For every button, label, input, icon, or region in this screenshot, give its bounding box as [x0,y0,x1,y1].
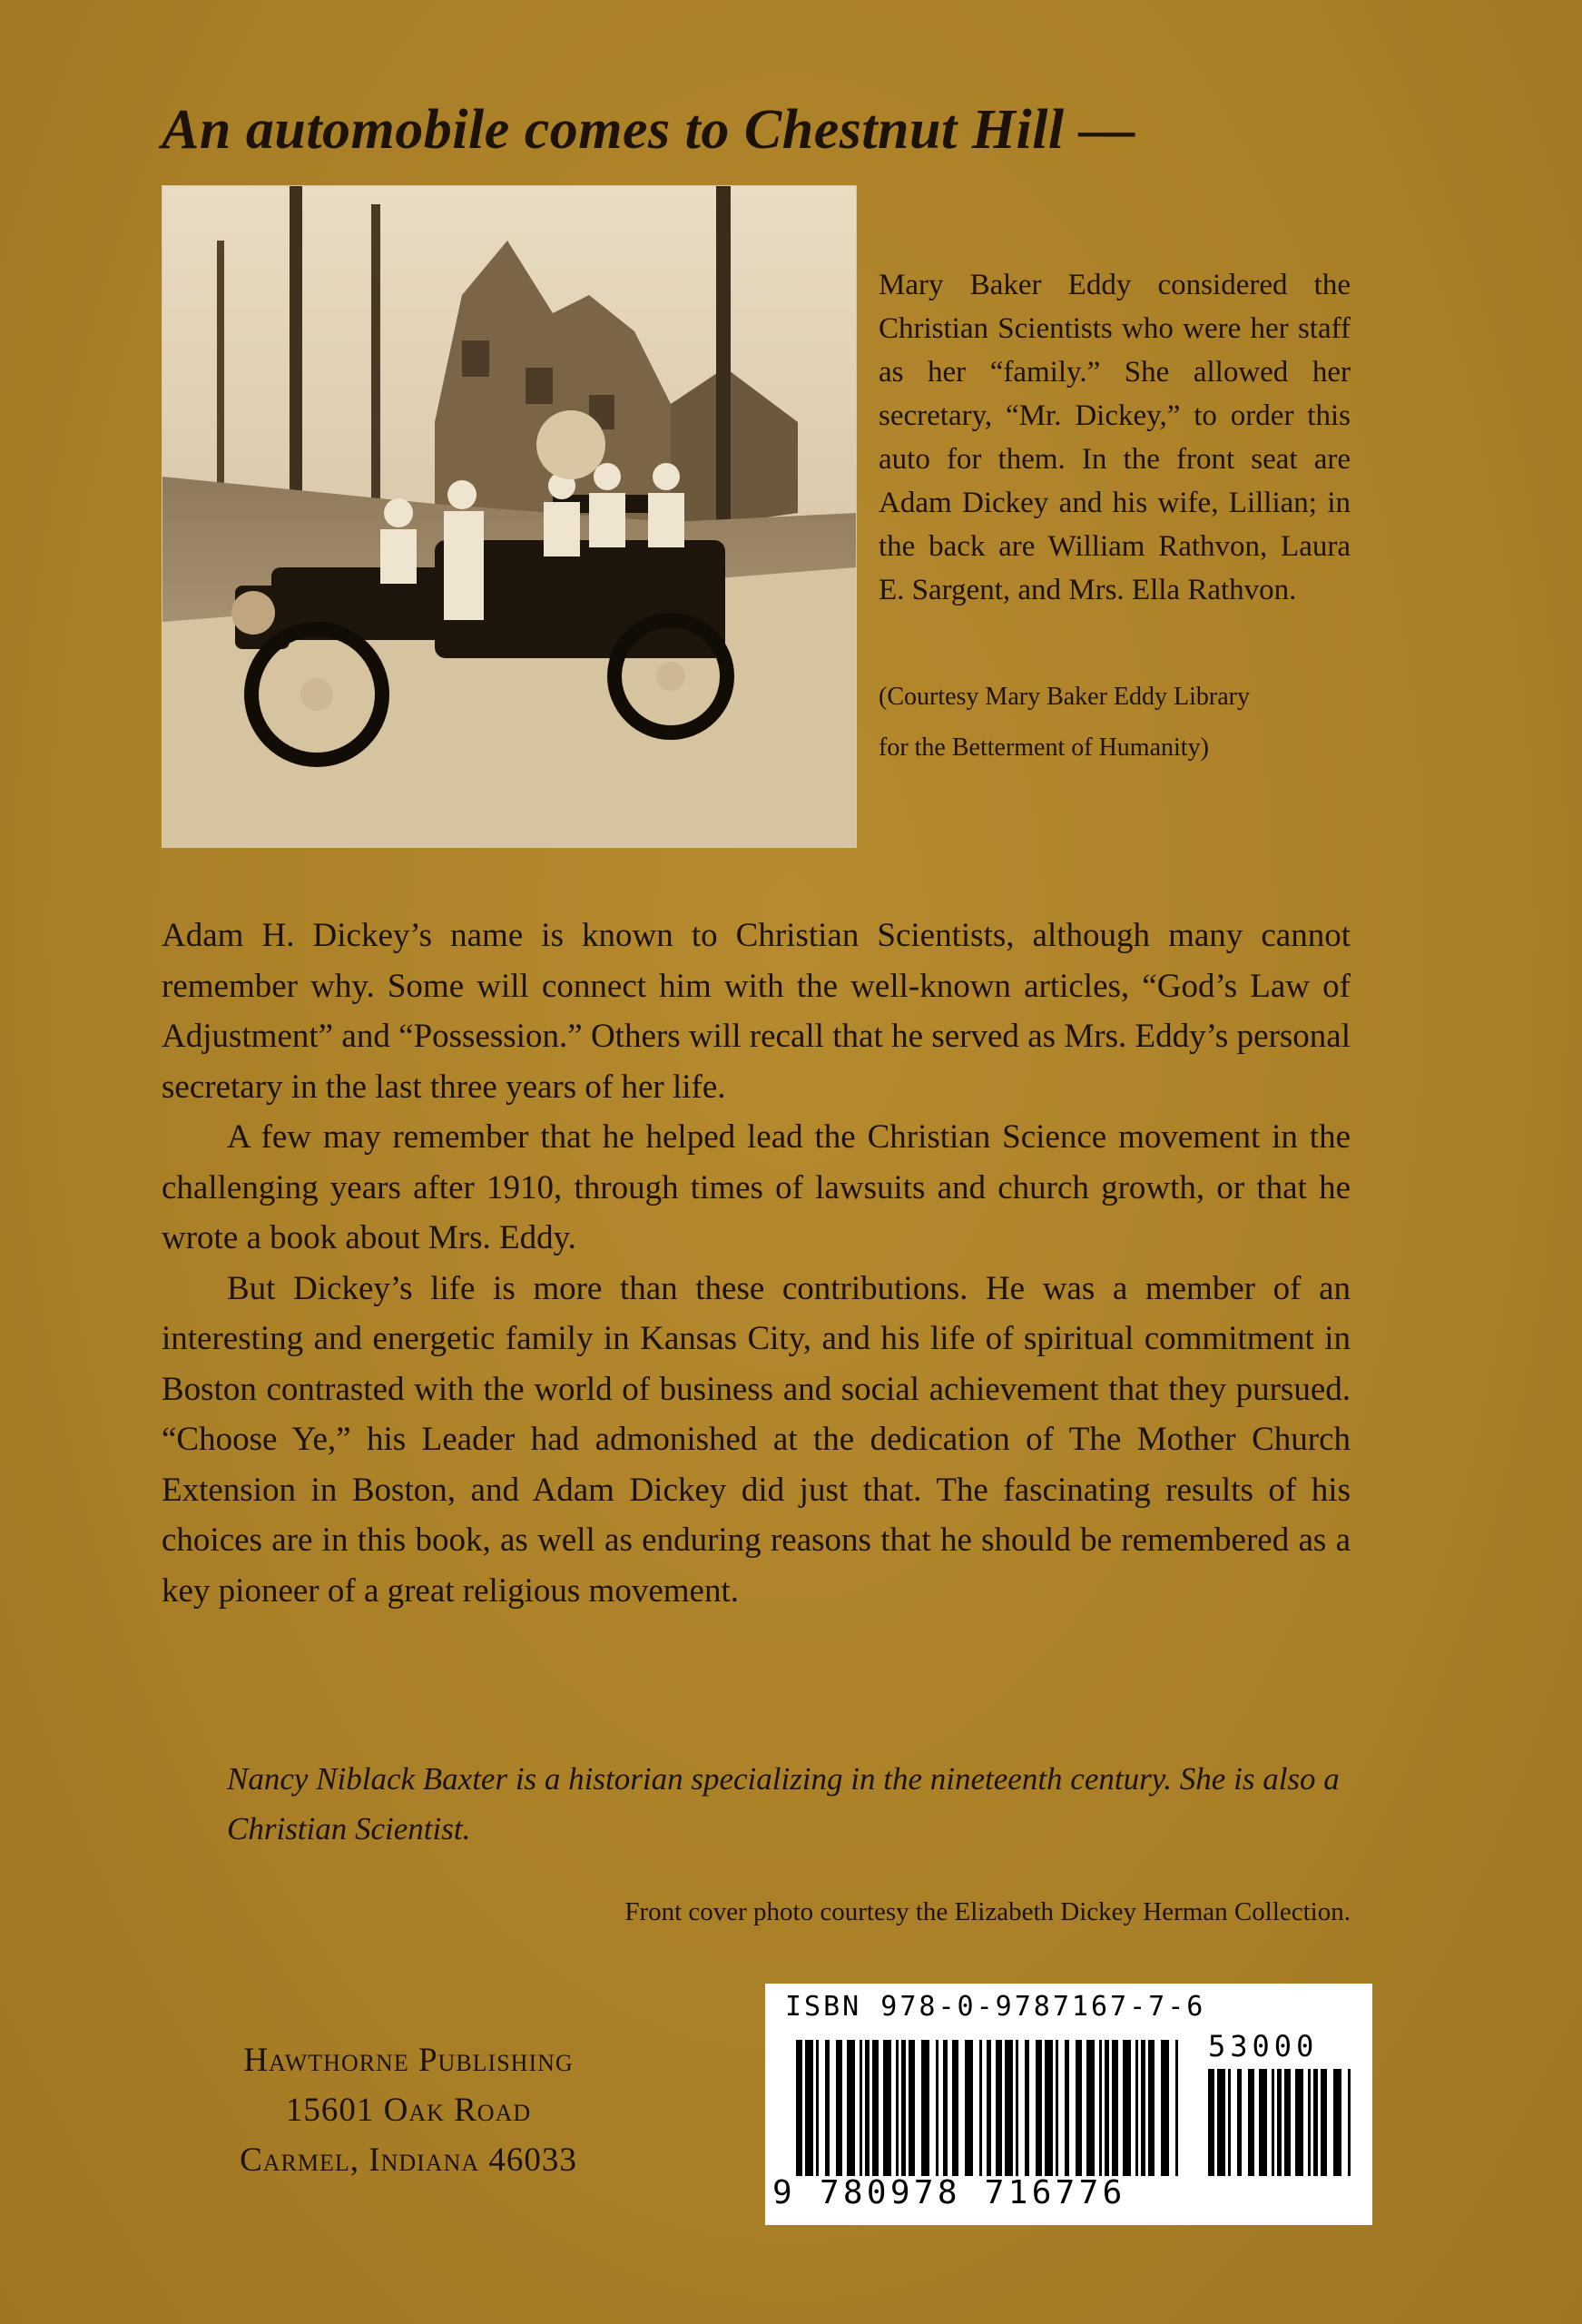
barcode-bar [1313,2069,1318,2176]
description-paragraph: Adam H. Dickey’s name is known to Christian Scientists, although many cannot remember why. Some will connect him with the well-known articles, “God’s Law of Adjustment” and “Possession.” Others will recall that he served as Mrs. Eddy’s personal secretary in the last three years of her life. [162,917,1351,1106]
barcode-bar [1248,2069,1254,2176]
barcode-bar [921,2040,929,2176]
barcode-bar [1076,2040,1082,2176]
barcode-bar [836,2040,842,2176]
barcode-bar [1045,2040,1053,2176]
barcode-bar [901,2040,906,2176]
barcode-bar [1277,2069,1282,2176]
barcode-bar [979,2040,982,2176]
barcode-bar [1259,2069,1267,2176]
publisher-street: 15601 Oak Road [285,2092,532,2129]
publisher-name: Hawthorne Publishing [243,2042,574,2079]
photo-credit [879,672,1351,773]
barcode-bar [796,2040,802,2176]
headline: An automobile comes to Chestnut Hill — [162,99,1136,161]
barcode-bar [952,2040,958,2176]
price-code: 53000 [1208,2029,1319,2063]
ean-digits: 9 780978 716776 [772,2174,1126,2211]
barcode-bar [1272,2069,1274,2176]
automobile-photo [162,185,857,848]
isbn-barcode [765,1984,1372,2225]
barcode-bar [1086,2040,1095,2176]
barcode-bar [1148,2040,1155,2176]
barcode-bar [1175,2040,1178,2176]
barcode-bar [1217,2069,1225,2176]
barcode-bar [896,2040,899,2176]
cover-photo-credit: Front cover photo courtesy the Elizabeth Dickey Herman Collection. [624,1897,1351,1926]
barcode-bar [860,2040,862,2176]
barcode-bar [1284,2069,1291,2176]
photo-caption: Mary Baker Eddy considered the Christian Scientists who were her staff as her “family.” She allowed her secretary, “Mr. Dickey,” to order this auto for them. In the front seat are Adam Dickey and his wife, Lillian; in the back are William Rathvon, Laura E. Sargent, and Mrs. Ella Rathvon. [879,269,1351,606]
barcode-bar [865,2040,870,2176]
barcode-bar [1321,2069,1327,2176]
photo-credit-line: for the Betterment of Humanity) [879,734,1209,762]
barcode-bar [825,2040,830,2176]
author-bio: Nancy Niblack Baxter is a historian specializing in the nineteenth century. She is also a Christian Scientist. [227,1761,1340,1846]
barcode-bar [1036,2040,1042,2176]
book-description [162,911,1351,1616]
barcode-bar [1228,2069,1231,2176]
barcode-bar [1141,2040,1145,2176]
barcode-bar [943,2040,948,2176]
barcode-bar [1161,2040,1169,2176]
barcode-bar [1112,2040,1118,2176]
photo-credit-line: (Courtesy Mary Baker Eddy Library [879,683,1250,711]
barcode-bar [872,2040,879,2176]
barcode-bar [965,2040,973,2176]
publisher-city: Carmel, Indiana 46033 [240,2142,577,2179]
description-paragraph: But Dickey’s life is more than these contributions. He was a member of an interesting and energetic family in Kansas City, and his life of spiritual commitment in Boston contrasted with the world of business and social achievement that they pursued. “Choose Ye,” his Leader had admonished at the dedication of The Mother Church Extension in Boston, and Adam Dickey did just that. The fascinating results of his choices are in this book, as well as enduring reasons that he should be remembered as a key pioneer of a great religious movement. [162,1269,1351,1610]
publisher-address [182,2035,635,2185]
barcode-bar [816,2040,819,2176]
isbn-label: ISBN 978-0-9787167-7-6 [785,1991,1206,2023]
barcode-bar [1099,2040,1102,2176]
barcode-bar [1025,2040,1029,2176]
barcode-bar [936,2040,938,2176]
barcode-bar [1016,2040,1018,2176]
barcode-bar [987,2040,991,2176]
barcode-bar [805,2040,813,2176]
barcode-bar [883,2040,891,2176]
barcode-bar [1056,2040,1058,2176]
barcode-bar [996,2040,1002,2176]
barcode-bar [1237,2069,1242,2176]
barcode-bar [1065,2040,1069,2176]
barcode-bar [1295,2069,1303,2176]
barcode-bar [1308,2069,1311,2176]
barcode-bar [1105,2040,1109,2176]
barcode-bar [1348,2069,1351,2176]
description-paragraph: A few may remember that he helped lead the Christian Science movement in the challenging years after 1910, through times of lawsuits and church growth, or that he wrote a book about Mrs. Eddy. [162,1118,1351,1256]
barcode-bar [1135,2040,1138,2176]
barcode-bar [1123,2040,1131,2176]
barcode-bar [1005,2040,1013,2176]
barcode-bar [847,2040,855,2176]
barcode-bar [1333,2069,1341,2176]
barcode-bar [909,2040,915,2176]
barcode-bar [1208,2069,1214,2176]
